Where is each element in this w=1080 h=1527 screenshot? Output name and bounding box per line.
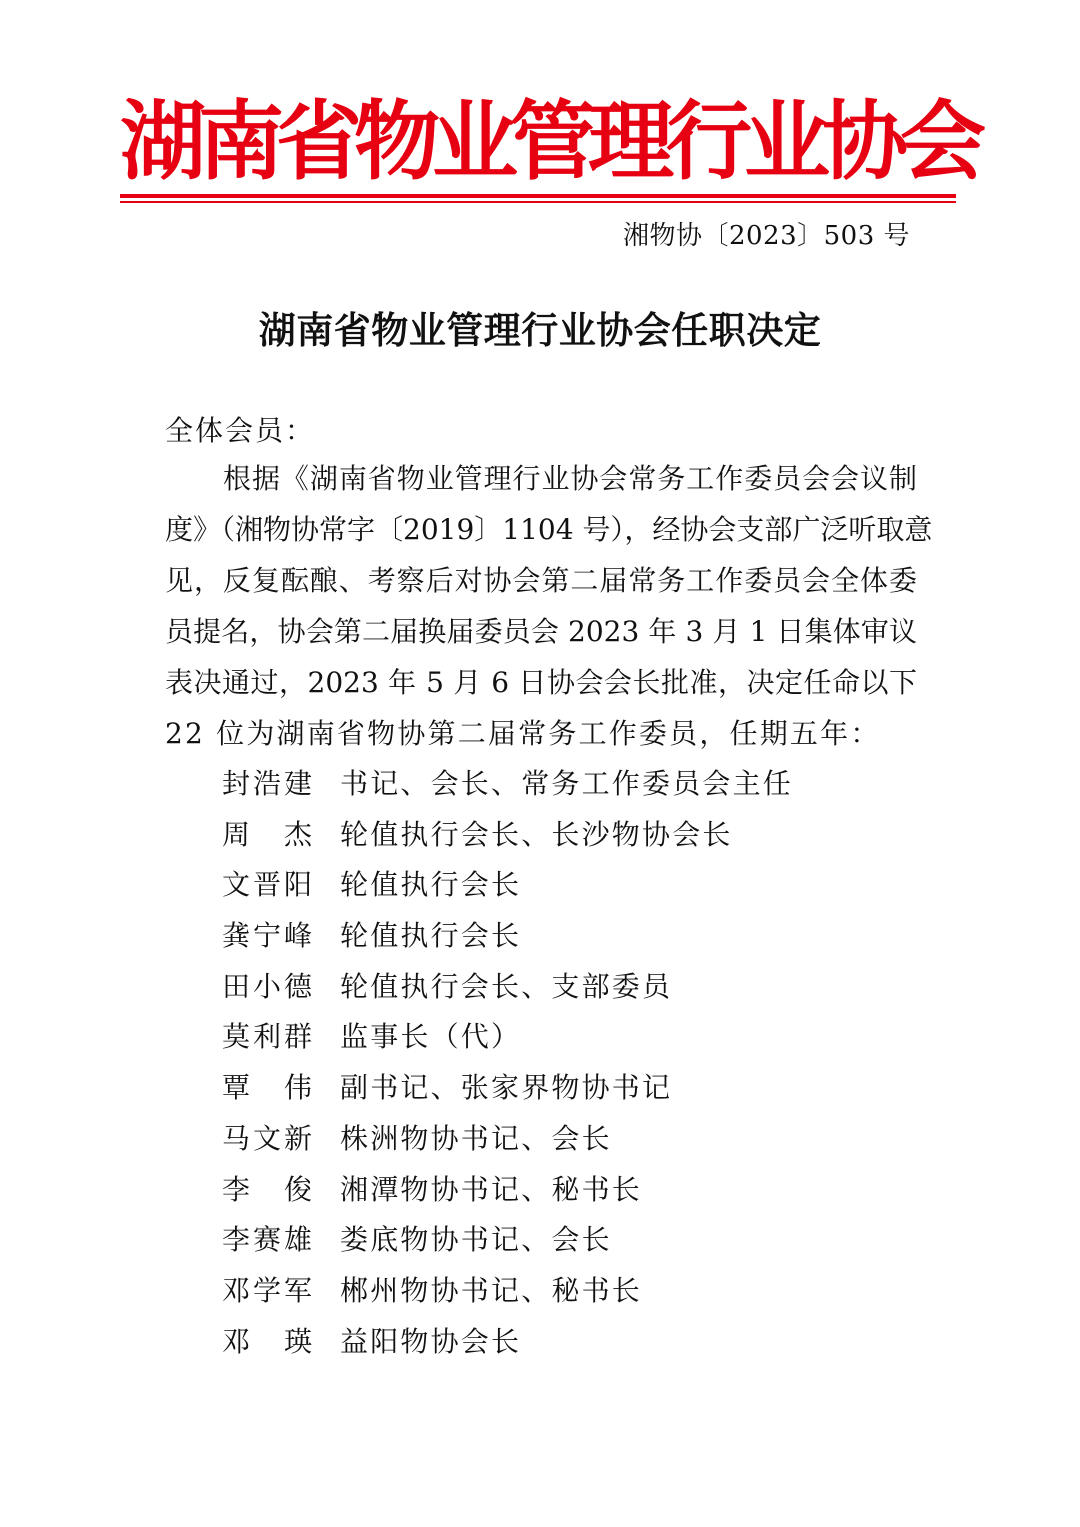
appointee-row — [222, 1321, 793, 1372]
appointee-name: 邓学军 — [222, 1273, 312, 1307]
appointee-role: 副书记、张家界物协书记 — [340, 1071, 673, 1105]
appointee-row — [222, 1270, 793, 1321]
header-rule-thick — [120, 194, 956, 198]
appointee-row — [222, 1118, 793, 1169]
appointee-role: 株洲物协书记、会长 — [340, 1121, 612, 1155]
document-title: 湖南省物业管理行业协会任职决定 — [258, 308, 822, 352]
appointee-row — [222, 1016, 793, 1067]
appointee-row — [222, 966, 793, 1017]
appointee-role: 益阳物协会长 — [340, 1324, 522, 1358]
appointee-name: 李俊 — [222, 1172, 312, 1206]
appointee-role: 轮值执行会长 — [340, 868, 522, 902]
appointee-row — [222, 915, 793, 966]
appointee-name: 邓瑛 — [222, 1324, 312, 1358]
appointee-role: 郴州物协书记、秘书长 — [340, 1273, 643, 1307]
appointee-name: 李赛雄 — [222, 1223, 312, 1257]
body-line: 员提名，协会第二届换届委员会 2023 年 3 月 1 日集体审议 — [165, 615, 917, 648]
appointee-role: 湘潭物协书记、秘书长 — [340, 1172, 643, 1206]
body-line: 22 位为湖南省物协第二届常务工作委员，任期五年： — [165, 717, 881, 750]
appointee-row — [222, 864, 793, 915]
appointee-name: 覃伟 — [222, 1071, 312, 1105]
appointee-role: 轮值执行会长 — [340, 919, 522, 953]
appointee-name: 周杰 — [222, 817, 312, 851]
appointee-name: 封浩建 — [222, 767, 312, 800]
document-number: 湘物协〔2023〕503 号 — [622, 221, 910, 251]
body-line: 见，反复酝酿、考察后对协会第二届常务工作委员会全体委 — [165, 564, 917, 597]
body-line: 根据《湖南省物业管理行业协会常务工作委员会会议制 — [223, 462, 917, 495]
appointee-list — [222, 763, 793, 1371]
appointee-role: 轮值执行会长、长沙物协会长 — [340, 817, 733, 851]
salutation: 全体会员： — [165, 414, 316, 447]
organization-header: 湖南省物业管理行业协会 — [120, 92, 978, 192]
appointee-role: 书记、会长、常务工作委员会主任 — [340, 767, 794, 800]
appointee-row — [222, 763, 793, 814]
appointee-role: 轮值执行会长、支部委员 — [340, 969, 673, 1003]
appointee-name: 田小德 — [222, 969, 312, 1003]
appointee-row — [222, 1169, 793, 1220]
appointee-row — [222, 814, 793, 865]
appointee-name: 龚宁峰 — [222, 919, 312, 953]
header-rule-thin — [120, 201, 956, 203]
appointee-name: 马文新 — [222, 1121, 312, 1155]
appointee-name: 莫利群 — [222, 1020, 312, 1054]
appointee-role: 娄底物协书记、会长 — [340, 1223, 612, 1257]
body-line: 度》（湘物协常字〔2019〕1104 号），经协会支部广泛听取意 — [165, 513, 933, 546]
body-line: 表决通过，2023 年 5 月 6 日协会会长批准，决定任命以下 — [165, 666, 917, 699]
body-paragraph — [165, 458, 933, 764]
appointee-role: 监事长（代） — [340, 1020, 522, 1054]
appointee-row — [222, 1067, 793, 1118]
appointee-name: 文晋阳 — [222, 868, 312, 902]
appointee-row — [222, 1219, 793, 1270]
